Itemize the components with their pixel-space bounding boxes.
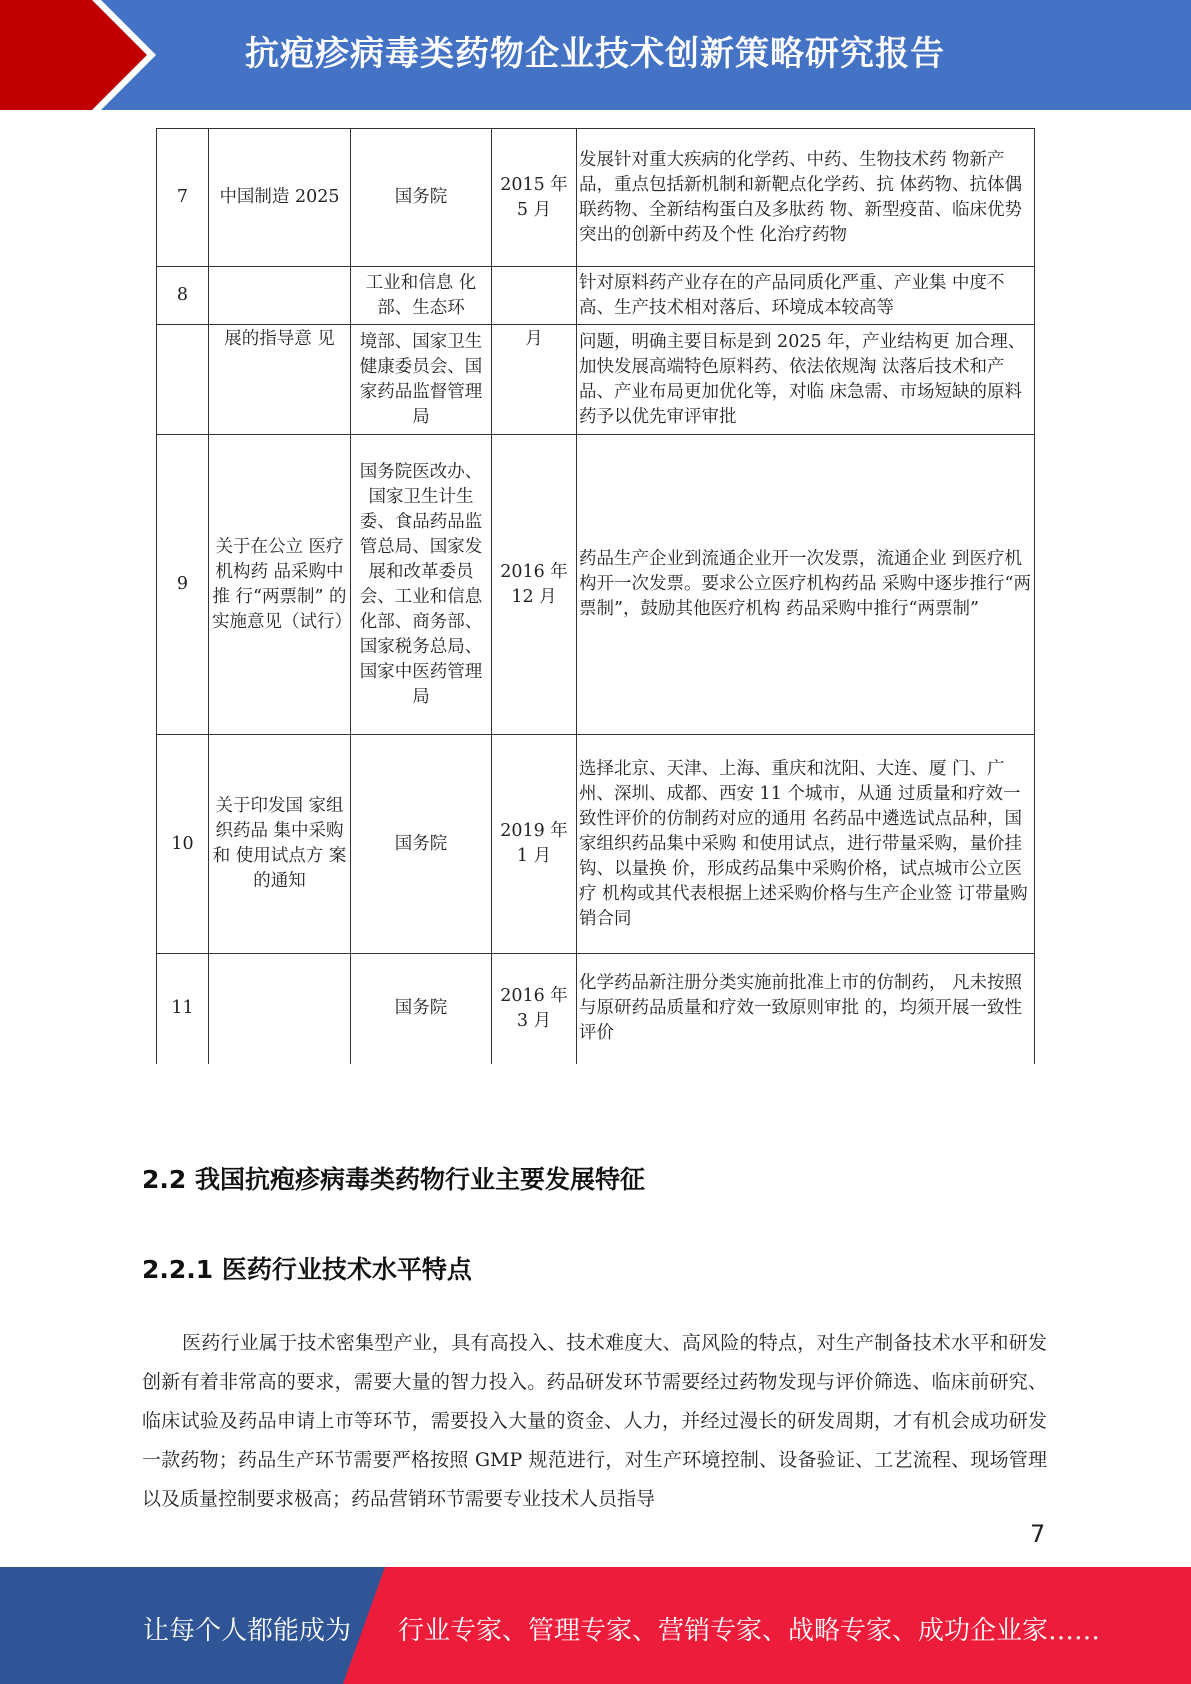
issuing-department: 国务院: [351, 129, 492, 267]
row-number: 7: [157, 129, 209, 267]
issuing-department: 境部、国家卫生健康委员会、国家药品监督管理局: [351, 325, 492, 435]
policy-content: 发展针对重大疾病的化学药、中药、生物技术药 物新产品，重点包括新机制和新靶点化学药、抗 体药物、抗体偶联药物、全新结构蛋白及多肽药 物、新型疫苗、临床优势突出的创新中药及个性 化治疗药物: [577, 129, 1035, 267]
policy-content: 问题，明确主要目标是到 2025 年，产业结构更 加合理、加快发展高端特色原料药、依法依规淘 汰落后技术和产品、产业布局更加优化等，对临 床急需、市场短缺的原料药予以优先审评审批: [577, 325, 1035, 435]
issue-date: 2016 年 12 月: [492, 435, 577, 735]
subsection-heading: 2.2.1 医药行业技术水平特点: [142, 1255, 472, 1284]
table-row: [157, 129, 1035, 267]
policy-name: 关于印发国 家组织药品 集中采购和 使用试点方 案的通知: [209, 735, 351, 954]
row-number: 9: [157, 435, 209, 735]
row-number: 10: [157, 735, 209, 954]
policy-name: 展的指导意 见: [209, 325, 351, 435]
issuing-department: 国务院: [351, 735, 492, 954]
policy-name: 关于在公立 医疗机构药 品采购中推 行“两票制” 的实施意见（试行）: [209, 435, 351, 735]
policy-name: 中国制造 2025: [209, 129, 351, 267]
header-arrow-graphic: [0, 0, 160, 110]
table-row: [157, 267, 1035, 325]
page-number: 7: [1030, 1520, 1046, 1548]
row-number: 11: [157, 954, 209, 1064]
policy-name: [209, 267, 351, 325]
table-row: [157, 735, 1035, 954]
issue-date: 2019 年 1 月: [492, 735, 577, 954]
issue-date: 2016 年 3 月: [492, 954, 577, 1064]
table-row: [157, 435, 1035, 735]
policy-content: 化学药品新注册分类实施前批准上市的仿制药， 凡未按照与原研药品质量和疗效一致原则审批 的，均须开展一致性评价: [577, 954, 1035, 1064]
header-arrow-red-shape: [0, 0, 147, 110]
policy-table: [156, 128, 1035, 1064]
footer-slogan-left: 让每个人都能成为: [143, 1616, 352, 1646]
policy-content: 针对原料药产业存在的产品同质化严重、产业集 中度不高、生产技术相对落后、环境成本较高等: [577, 267, 1035, 325]
issue-date: 2015 年 5 月: [492, 129, 577, 267]
report-title: 抗疱疹病毒类药物企业技术创新策略研究报告: [245, 34, 945, 74]
footer-slogan-right: 行业专家、管理专家、营销专家、战略专家、成功企业家……: [398, 1616, 1101, 1646]
section-heading: 2.2 我国抗疱疹病毒类药物行业主要发展特征: [142, 1165, 645, 1194]
page-header: [0, 0, 1191, 110]
body-paragraph: 医药行业属于技术密集型产业，具有高投入、技术难度大、高风险的特点，对生产制备技术水平和研发创新有着非常高的要求，需要大量的智力投入。药品研发环节需要经过药物发现与评价筛选、临床前研究、临床试验及药品申请上市等环节，需要投入大量的资金、人力，并经过漫长的研发周期，才有机会成功研发一款药物；药品生产环节需要严格按照 GMP 规范进行，对生产环境控制、设备验证、工艺流程、现场管理以及质量控制要求极高；药品营销环节需要专业技术人员指导: [142, 1332, 1047, 1510]
issue-date: 月: [492, 325, 577, 435]
issuing-department: 国务院医改办、国家卫生计生委、食品药品监管总局、国家发展和改革委员会、工业和信息化部、商务部、国家税务总局、国家中医药管理局: [351, 435, 492, 735]
row-number: 8: [157, 267, 209, 325]
row-number: [157, 325, 209, 435]
policy-content: 选择北京、天津、上海、重庆和沈阳、大连、厦 门、广州、深圳、成都、西安 11 个城市，从通 过质量和疗效一致性评价的仿制药对应的通用 名药品中遴选试点品种，国家组织药品集中采购 和使用试点，进行带量采购，量价挂钩、以量换 价，形成药品集中采购价格，试点城市公立医疗 机构或其代表根据上述采购价格与生产企业签 订带量购销合同: [577, 735, 1035, 954]
table-row: [157, 325, 1035, 435]
issuing-department: 工业和信息 化部、生态环: [351, 267, 492, 325]
page-footer: [0, 1567, 1191, 1684]
policy-name: [209, 954, 351, 1064]
table-row: [157, 954, 1035, 1064]
issue-date: [492, 267, 577, 325]
policy-content: 药品生产企业到流通企业开一次发票，流通企业 到医疗机构开一次发票。要求公立医疗机构药品 采购中逐步推行“两票制”，鼓励其他医疗机构 药品采购中推行“两票制”: [577, 435, 1035, 735]
issuing-department: 国务院: [351, 954, 492, 1064]
